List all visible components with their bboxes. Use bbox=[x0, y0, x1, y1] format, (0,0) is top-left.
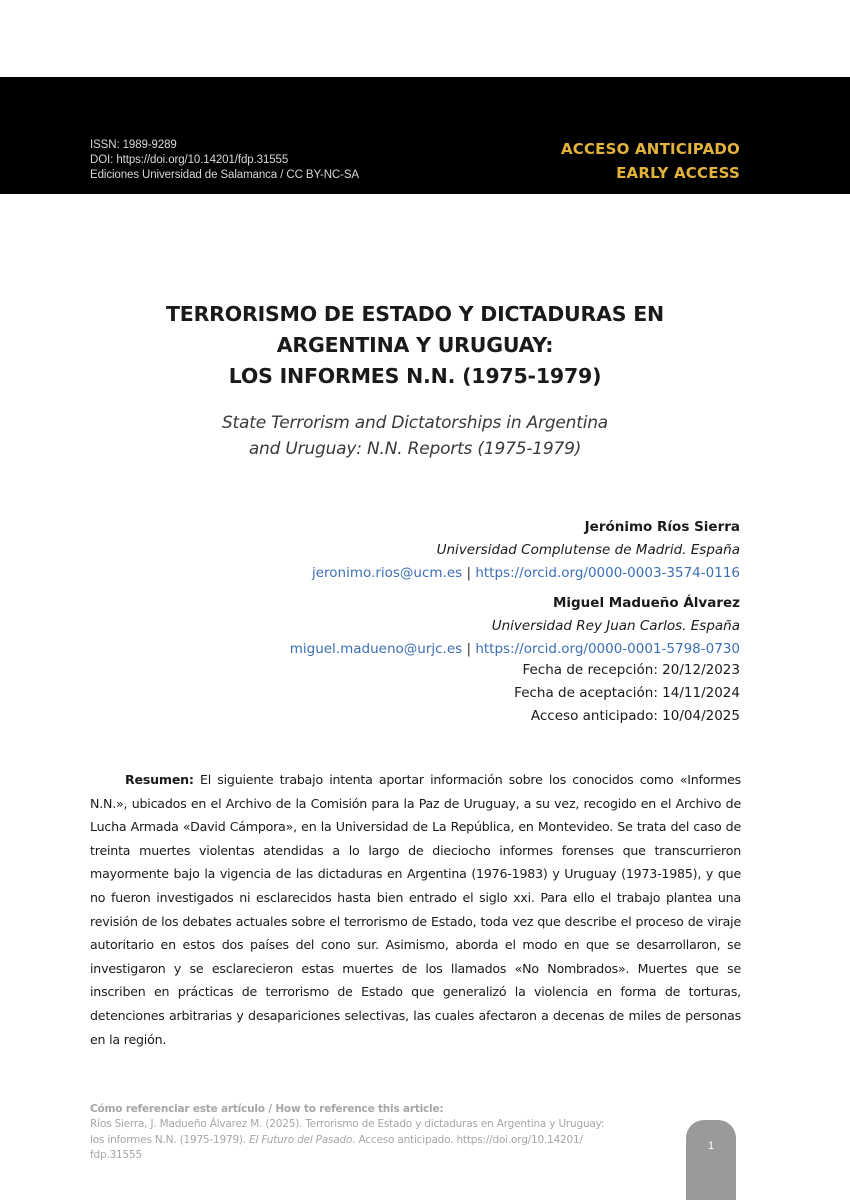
citation-heading: Cómo referenciar este artículo / How to reference this article: bbox=[90, 1103, 444, 1115]
early-access-en: EARLY ACCESS bbox=[616, 164, 740, 182]
author-list bbox=[180, 516, 740, 661]
author-orcid-link[interactable]: https://orcid.org/0000-0003-3574-0116 bbox=[475, 565, 740, 581]
received-date: Fecha de recepción: 20/12/2023 bbox=[522, 662, 740, 678]
author-block bbox=[180, 592, 740, 661]
author-orcid-link[interactable]: https://orcid.org/0000-0001-5798-0730 bbox=[475, 641, 740, 657]
link-separator: | bbox=[462, 565, 476, 581]
issn: ISSN: 1989-9289 bbox=[90, 139, 177, 151]
author-name: Jerónimo Ríos Sierra bbox=[584, 519, 740, 535]
citation-text[interactable]: . Acceso anticipado. https://doi.org/10.14201/ bbox=[352, 1133, 583, 1146]
citation-journal: El Futuro del Pasado bbox=[249, 1133, 353, 1146]
author-email-link[interactable]: jeronimo.rios@ucm.es bbox=[311, 565, 463, 581]
author-affiliation: Universidad Complutense de Madrid. España bbox=[436, 542, 740, 558]
publisher-license: Ediciones Universidad de Salamanca / CC BY-NC-SA bbox=[90, 169, 359, 181]
title-en-line: and Uruguay: N.N. Reports (1975-1979) bbox=[248, 439, 582, 459]
page-number: 1 bbox=[707, 1140, 715, 1152]
abstract-text: El siguiente trabajo intenta aportar información sobre los conocidos como «Informes N.N.», ubicados en el Archivo de la Comisión para la Paz de Uruguay, a su vez, recogido en el Archivo de Lucha Armada «David Cámpora», en la Universidad de La República, en Montevideo. Se trata del caso de treinta muertes violentas atendidas a lo largo de dieciocho informes forenses que transcurrieron mayormente bajo la vigencia de las dictaduras en Argentina (1976-1983) y Uruguay (1973-1985), y que no fueron investigados ni esclarecidos hasta bien entrado el siglo xxi. Para ello el trabajo plantea una revisión de los debates actuales sobre el terrorismo de Estado, toda vez que describe el proceso de viraje autoritario en estos dos países del cono sur. Asimismo, aborda el modo en que se desarrollaron, se investigaron y se esclarecieron estas muertes de los llamados «No Nombrados». Muertes que se inscriben en prácticas de terrorismo de Estado que generalizó la violencia en forma de torturas, detenciones arbitrarias y desapariciones selectivas, las cuales afectaron a decenas de miles de personas en la región. bbox=[90, 772, 741, 1047]
article-dates bbox=[514, 659, 740, 728]
author-name: Miguel Madueño Álvarez bbox=[552, 595, 740, 611]
early-access-label bbox=[561, 137, 740, 185]
title-es-line: ARGENTINA Y URUGUAY: bbox=[276, 333, 554, 357]
title-es-line: TERRORISMO DE ESTADO Y DICTADURAS EN bbox=[166, 302, 664, 326]
citation-line: Ríos Sierra, J. Madueño Álvarez M. (2025). Terrorismo de Estado y dictaduras en Argentina y Uruguay: bbox=[90, 1118, 605, 1131]
title-en-line: State Terrorism and Dictatorships in Argentina bbox=[221, 413, 609, 433]
link-separator: | bbox=[462, 641, 476, 657]
journal-metadata bbox=[90, 138, 359, 183]
accepted-date: Fecha de aceptación: 14/11/2024 bbox=[514, 685, 740, 701]
citation-line bbox=[90, 1133, 650, 1148]
early-access-es: ACCESO ANTICIPADO bbox=[560, 140, 740, 158]
author-affiliation: Universidad Rey Juan Carlos. España bbox=[491, 618, 740, 634]
citation-line[interactable]: fdp.31555 bbox=[90, 1149, 142, 1162]
article-title-es bbox=[0, 299, 830, 392]
author-links bbox=[180, 562, 740, 585]
page-number-tab bbox=[686, 1120, 736, 1200]
citation-text: los informes N.N. (1975-1979). bbox=[90, 1133, 250, 1146]
abstract bbox=[90, 768, 741, 1051]
author-email-link[interactable]: miguel.madueno@urjc.es bbox=[289, 641, 463, 657]
title-es-line: LOS INFORMES N.N. (1975-1979) bbox=[228, 364, 602, 388]
author-block bbox=[180, 516, 740, 585]
early-access-date: Acceso anticipado: 10/04/2025 bbox=[530, 708, 740, 724]
citation-box bbox=[90, 1102, 650, 1164]
doi[interactable]: DOI: https://doi.org/10.14201/fdp.31555 bbox=[90, 154, 289, 166]
author-links bbox=[180, 638, 740, 661]
article-title-en bbox=[0, 410, 830, 462]
abstract-label: Resumen: bbox=[125, 772, 194, 787]
